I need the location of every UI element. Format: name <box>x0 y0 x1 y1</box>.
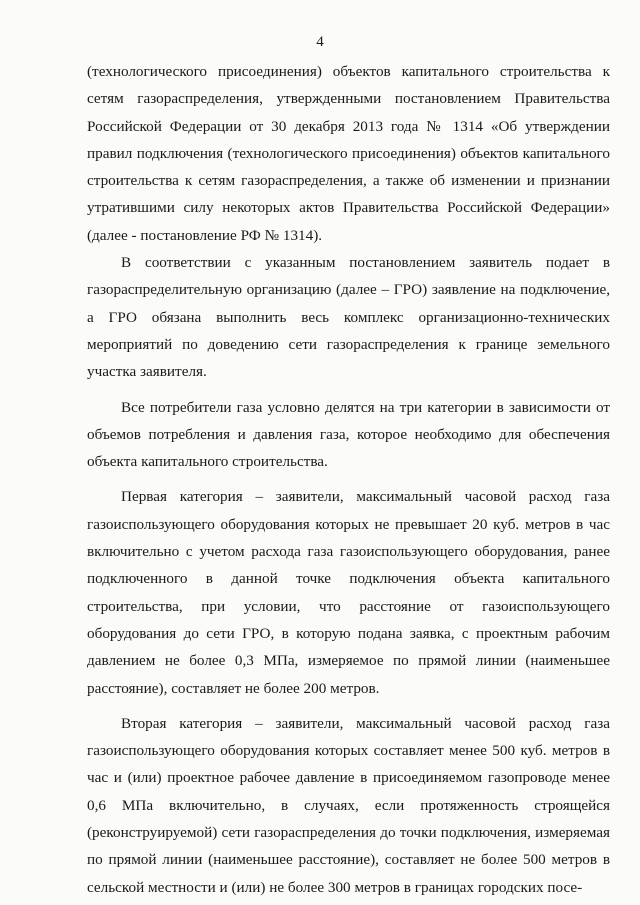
paragraph-consumer-categories: Все потребители газа условно делятся на три категории в зависимости от объемов потребления и давления газа, которое необходимо для обеспечения объекта капитального строительства. <box>87 398 610 471</box>
page-number: 4 <box>316 34 324 50</box>
paragraph-application-procedure: В соответствии с указанным постановлением заявитель подает в газораспределительную организацию (далее – ГРО) заявление на подключение, а ГРО обязана выполнить весь комплекс организационно-технических мероприятий по доведению сети газораспределения к границе земельного участка заявителя. <box>87 254 610 381</box>
paragraph-first-category: Первая категория – заявители, максимальный часовой расход газа газоиспользующего оборудования которых не превышает 20 куб. метров в час включительно с учетом расхода газа газоиспользующего оборудования, ранее подключенного в данной точке подключения объекта капитального строительства, при условии, что расстояние от газоиспользующего оборудования до сети ГРО, в которую подана заявка, с проектным рабочим давлением не более 0,3 МПа, измеряемое по прямой линии (наименьшее расстояние), составляет не более 200 метров. <box>87 488 610 697</box>
paragraph-continuation: (технологического присоединения) объектов капитального строительства к сетям газораспределения, утвержденными постановлением Правительства Российской Федерации от 30 декабря 2013 года № 1314 «Об утверждении правил подключения (технологического присоединения) объектов капитального строительства к сетям газораспределения, а также об изменении и признании утратившими силу некоторых актов Правительства Российской Федерации» (далее - постановление РФ № 1314). <box>87 63 610 244</box>
paragraph-second-category: Вторая категория – заявители, максимальный часовой расход газа газоиспользующего оборудования которых составляет менее 500 куб. метров в час и (или) проектное рабочее давление в присоединяемом газопроводе менее 0,6 МПа включительно, в случаях, если протяженность строящейся (реконструируемой) сети газораспределения до точки подключения, измеряемая по прямой линии (наименьшее расстояние), составляет не более 500 метров в сельской местности и (или) не более 300 метров в границах городских посе- <box>87 714 610 896</box>
body-text <box>87 58 610 901</box>
